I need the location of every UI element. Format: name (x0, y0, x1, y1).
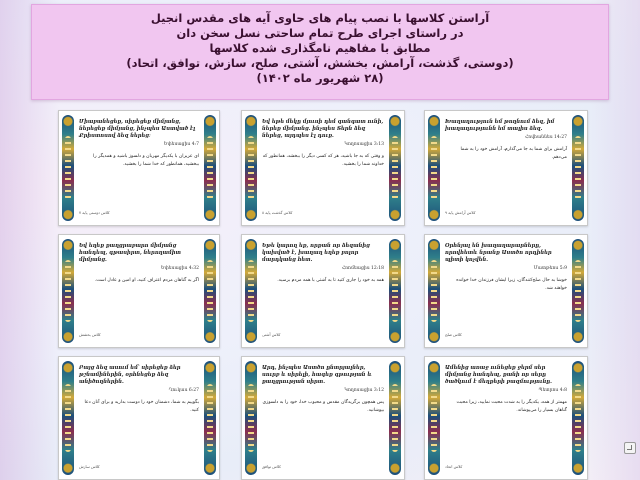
verse-translation: ای عزیزان با یکدیگر مهربان و دلسوز باشید و همدیگر را ببخشید، همانطور که خدا شما را بخشید. (93, 154, 199, 167)
verse-card (241, 110, 405, 226)
verse-translation: پس همچون برگزیدگان مقدس و محبوب خدا، خود را به دلسوزی بپوشانید. (262, 400, 384, 413)
verse-text: Ամենից առաջ ունեցեք ջերմ սեր միմյանց հանդեպ, քանի որ սերը ծածկում է մեղքերի բազմությունը. (445, 365, 552, 385)
ornament-left (62, 361, 74, 475)
verse-text: Եթե կարող եք, որքան որ ձեզանից կախված է, խաղաղ եղեք բոլոր մարդկանց հետ. (262, 243, 370, 263)
card-footer: کلاس آشتی (262, 332, 281, 337)
slide-icon[interactable] (624, 442, 636, 454)
ornament-left (428, 239, 440, 343)
ornament-right (204, 239, 216, 343)
ornament-right (389, 115, 401, 221)
verse-text: Եվ եթե մեկը մյուսի դեմ գանգատ ունի, ներեք միմյանց. ինչպես Տերն ձեզ ներեց, այդպես էլ դուք. (262, 119, 384, 139)
card-footer: کلاس سازش (79, 464, 100, 469)
verse-card (424, 356, 588, 480)
verse-translation: بگوییم به شما، دشمنان خود را دوست بدارید و برای آنان دعا کنید. (84, 400, 199, 413)
ornament-right (572, 239, 584, 343)
card-footer: کلاس گذشت پایه ۸ (262, 210, 293, 215)
ornament-left (428, 361, 440, 475)
card-footer: کلاس دوستی پایه ۷ (79, 210, 110, 215)
verse-reference: Հովհաննես 14:27 (525, 135, 567, 140)
verse-translation: و وقتی که به جا باشید، هر که کسی دیگر را ببخشد، همانطور که خداوند شما را بخشید. (262, 154, 384, 167)
card-footer: کلاس اتحاد (445, 464, 463, 469)
header-title-box (31, 4, 609, 100)
verse-text: Բայց ձեզ ասում եմ՝ սիրեցեք ձեր թշնամիներին, օրհնեցեք ձեզ անիծողներին. (79, 365, 181, 385)
card-footer: کلاس بخشش (79, 332, 101, 337)
verse-reference: Հռոմեացիս 12:18 (341, 266, 384, 271)
ornament-right (572, 115, 584, 221)
verse-translation: اگر به گناهان مردم اعتراف کنید، او امین و عادل است. (94, 278, 199, 283)
verse-translation: مهمتر از همه، یکدیگر را به شدت محبت نمایید، زیرا محبت گناهان بسیار را می‌پوشاند. (456, 400, 567, 413)
verse-card (424, 110, 588, 226)
ornament-left (245, 239, 257, 343)
ornament-left (428, 115, 440, 221)
verse-text: Միաբանեցեք, սիրեցեք միմյանց, ներեցեք միմյանց, ինչպես Աստված էլ Քրիստոսով ձեզ ներեց։ (79, 119, 196, 139)
card-footer: کلاس صلح (445, 332, 462, 337)
ornament-left (245, 361, 257, 475)
ornament-left (62, 115, 74, 221)
verse-translation: آرامش برای شما به جا می‌گذارم، آرامش خود را به شما می‌دهم. (460, 147, 567, 160)
verse-reference: Կողոսացիս 3:13 (344, 142, 384, 147)
verse-card (58, 356, 220, 480)
verse-reference: Ղուկաս 6:27 (168, 388, 199, 393)
verse-card (58, 110, 220, 226)
verse-card (424, 234, 588, 348)
ornament-left (245, 115, 257, 221)
card-footer: کلاس آرامش پایه ۹ (445, 210, 476, 215)
header-line-2: در راستای اجرای طرح تمام ساحتی نسل سخن دان (176, 26, 464, 40)
verse-reference: Մատթեոս 5:9 (533, 266, 567, 271)
verse-text: Արդ, ինչպես Աստծո ընտրյալներ, սուրբ և սիրելի, հագեք գթության և քաղցրության սիրտ. (262, 365, 372, 385)
verse-text: Եվ եղեք քաղցրաբարո միմյանց հանդեպ, գթասիրտ, ներողամիտ միմյանց. (79, 243, 181, 263)
verse-text: Օրհնյալ են խաղաղարարները, որովհետև նրանք Աստծո որդիներ պիտի կոչվեն. (445, 243, 552, 263)
ornament-right (389, 361, 401, 475)
header-line-4: (دوستی، گذشت، آرامش، بخشش، آشتی، صلح، سازش، توافق، اتحاد) (126, 56, 514, 70)
verse-card (241, 234, 405, 348)
verse-translation: خوشا به حال صلح‌کنندگان، زیرا ایشان فرزندان خدا خوانده خواهند شد. (456, 278, 567, 291)
ornament-right (204, 361, 216, 475)
verse-reference: Կողոսացիս 3:12 (344, 388, 384, 393)
ornament-left (62, 239, 74, 343)
card-footer: کلاس توافق (262, 464, 281, 469)
verse-card-grid (58, 110, 588, 480)
verse-reference: Պետրոս 4:8 (538, 388, 567, 393)
header-line-5: (۲۸ شهریور ماه ۱۴۰۲) (256, 71, 384, 85)
ornament-right (572, 361, 584, 475)
verse-card (241, 356, 405, 480)
verse-translation: همه به خود را جاری کنید تا به آشتی با همه مردم برسید. (277, 278, 384, 283)
verse-text: Խաղաղություն եմ թողնում ձեզ, իմ խաղաղությունն եմ տալիս ձեզ. (445, 119, 555, 132)
ornament-right (204, 115, 216, 221)
ornament-right (389, 239, 401, 343)
header-line-3: مطابق با مفاهیم نامگذاری شده کلاسها (209, 41, 431, 55)
verse-reference: Եփեսացիս 4:7 (163, 142, 199, 147)
verse-reference: Եփեսացիս 4:32 (161, 266, 199, 271)
verse-card (58, 234, 220, 348)
header-line-1: آراستن کلاسها با نصب پیام های حاوی آیه های مقدس انجیل (150, 11, 490, 25)
